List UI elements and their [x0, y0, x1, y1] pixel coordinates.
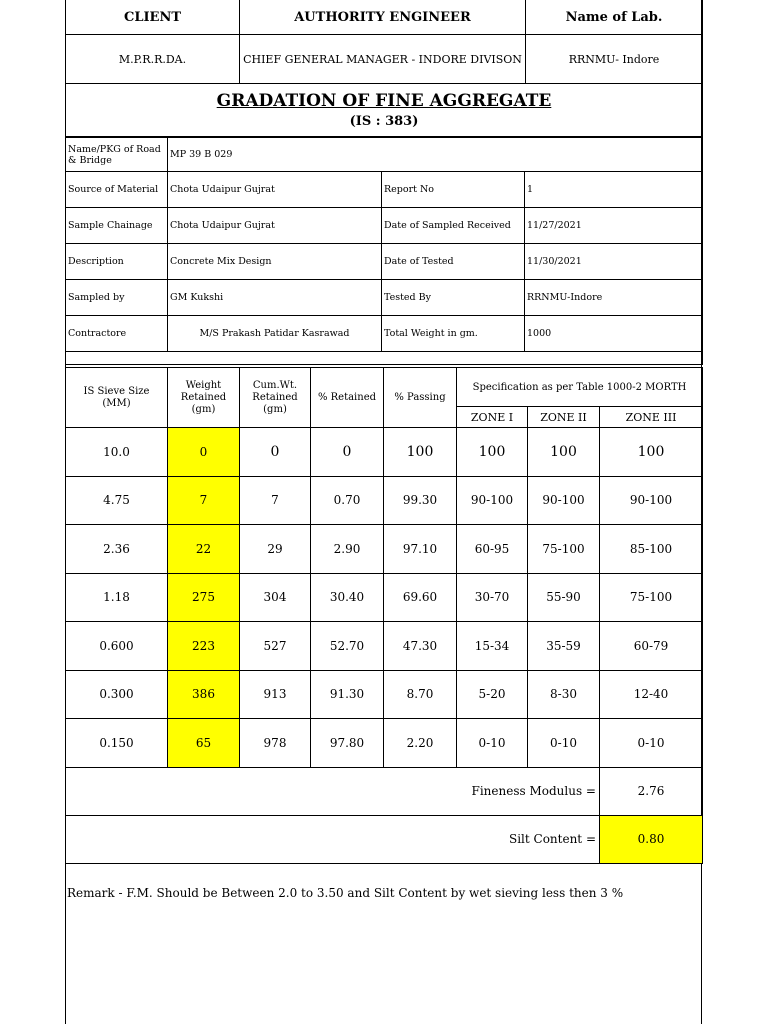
weight-cell: 22	[168, 525, 240, 574]
silt-value: 0.80	[600, 815, 703, 863]
spacer-row	[66, 352, 703, 365]
header-value-row	[66, 35, 703, 84]
table-row	[66, 622, 703, 671]
table-row	[66, 719, 703, 768]
sampled-by-label: Sampled by	[66, 280, 168, 316]
fineness-label: Fineness Modulus =	[66, 767, 600, 815]
table-row	[66, 428, 703, 477]
cum-cell: 304	[240, 573, 311, 622]
cum-cell: 913	[240, 670, 311, 719]
lab-value: RRNMU- Indore	[526, 35, 703, 84]
info-row-source	[66, 172, 703, 208]
weight-cell: 275	[168, 573, 240, 622]
description-label: Description	[66, 244, 168, 280]
source-value: Chota Udaipur Gujrat	[168, 172, 382, 208]
sieve-cell: 2.36	[66, 525, 168, 574]
received-label: Date of Sampled Received	[382, 208, 525, 244]
received-value: 11/27/2021	[525, 208, 703, 244]
name-value: MP 39 B 029	[168, 138, 703, 172]
zone1-cell: 60-95	[457, 525, 528, 574]
retained-cell: 52.70	[311, 622, 384, 671]
retained-cell: 91.30	[311, 670, 384, 719]
zone2-cell: 0-10	[528, 719, 600, 768]
passing-cell: 47.30	[384, 622, 457, 671]
chainage-label: Sample Chainage	[66, 208, 168, 244]
cum-cell: 7	[240, 476, 311, 525]
contractor-value: M/S Prakash Patidar Kasrawad	[168, 316, 382, 352]
passing-cell: 8.70	[384, 670, 457, 719]
zone2-cell: 90-100	[528, 476, 600, 525]
zone2-cell: 35-59	[528, 622, 600, 671]
zone3-cell: 60-79	[600, 622, 703, 671]
col-weight-header: Weight Retained (gm)	[168, 368, 240, 428]
zone2-cell: 100	[528, 428, 600, 477]
fineness-row	[66, 767, 703, 815]
sieve-table	[65, 367, 703, 864]
cum-cell: 978	[240, 719, 311, 768]
sieve-cell: 1.18	[66, 573, 168, 622]
zone2-cell: 75-100	[528, 525, 600, 574]
silt-row	[66, 815, 703, 863]
sieve-cell: 10.0	[66, 428, 168, 477]
zone2-header: ZONE II	[528, 407, 600, 428]
retained-cell: 30.40	[311, 573, 384, 622]
info-table	[65, 137, 703, 365]
zone1-cell: 30-70	[457, 573, 528, 622]
retained-cell: 0	[311, 428, 384, 477]
zone1-cell: 100	[457, 428, 528, 477]
report-subtitle: (IS : 383)	[349, 114, 419, 129]
tested-date-label: Date of Tested	[382, 244, 525, 280]
weight-cell: 0	[168, 428, 240, 477]
sieve-cell: 0.300	[66, 670, 168, 719]
zone1-header: ZONE I	[457, 407, 528, 428]
zone3-cell: 12-40	[600, 670, 703, 719]
table-row	[66, 525, 703, 574]
report-label: Report No	[382, 172, 525, 208]
col-sieve-header: IS Sieve Size (MM)	[66, 368, 168, 428]
zone1-cell: 90-100	[457, 476, 528, 525]
table-row	[66, 573, 703, 622]
client-value: M.P.R.R.DA.	[66, 35, 240, 84]
info-row-description	[66, 244, 703, 280]
spacer-cell	[66, 352, 703, 365]
spec-header: Specification as per Table 1000-2 MORTH	[457, 368, 703, 407]
authority-label: AUTHORITY ENGINEER	[240, 0, 526, 35]
sieve-cell: 4.75	[66, 476, 168, 525]
remark-text: Remark - F.M. Should be Between 2.0 to 3.50 and Silt Content by wet sieving less then 3 %	[67, 886, 624, 900]
col-cum-header: Cum.Wt. Retained (gm)	[240, 368, 311, 428]
table-row	[66, 670, 703, 719]
silt-label: Silt Content =	[66, 815, 600, 863]
header-table	[65, 0, 703, 137]
weight-cell: 65	[168, 719, 240, 768]
title-block	[66, 84, 703, 137]
description-value: Concrete Mix Design	[168, 244, 382, 280]
passing-cell: 100	[384, 428, 457, 477]
col-passing-header: % Passing	[384, 368, 457, 428]
authority-value: CHIEF GENERAL MANAGER - INDORE DIVISON	[240, 35, 526, 84]
tested-date-value: 11/30/2021	[525, 244, 703, 280]
table-header-row	[66, 368, 703, 407]
info-row-contractor	[66, 316, 703, 352]
passing-cell: 99.30	[384, 476, 457, 525]
cum-cell: 527	[240, 622, 311, 671]
cum-cell: 29	[240, 525, 311, 574]
sampled-by-value: GM Kukshi	[168, 280, 382, 316]
fineness-value: 2.76	[600, 767, 703, 815]
zone1-cell: 5-20	[457, 670, 528, 719]
chainage-value: Chota Udaipur Gujrat	[168, 208, 382, 244]
zone3-cell: 90-100	[600, 476, 703, 525]
zone2-cell: 8-30	[528, 670, 600, 719]
retained-cell: 97.80	[311, 719, 384, 768]
zone3-cell: 85-100	[600, 525, 703, 574]
weight-value: 1000	[525, 316, 703, 352]
sieve-cell: 0.600	[66, 622, 168, 671]
info-row-name	[66, 138, 703, 172]
passing-cell: 97.10	[384, 525, 457, 574]
weight-cell: 7	[168, 476, 240, 525]
weight-cell: 386	[168, 670, 240, 719]
client-label: CLIENT	[66, 0, 240, 35]
zone3-cell: 75-100	[600, 573, 703, 622]
name-label: Name/PKG of Road & Bridge	[66, 138, 168, 172]
report-title: GRADATION OF FINE AGGREGATE	[216, 91, 552, 111]
zone1-cell: 0-10	[457, 719, 528, 768]
retained-cell: 0.70	[311, 476, 384, 525]
header-label-row	[66, 0, 703, 35]
zone1-cell: 15-34	[457, 622, 528, 671]
col-retained-header: % Retained	[311, 368, 384, 428]
report-value: 1	[525, 172, 703, 208]
contractor-label: Contractore	[66, 316, 168, 352]
lab-label: Name of Lab.	[526, 0, 703, 35]
table-row	[66, 476, 703, 525]
info-row-sampled	[66, 280, 703, 316]
title-row	[66, 84, 703, 137]
zone2-cell: 55-90	[528, 573, 600, 622]
zone3-cell: 0-10	[600, 719, 703, 768]
weight-label: Total Weight in gm.	[382, 316, 525, 352]
cum-cell: 0	[240, 428, 311, 477]
retained-cell: 2.90	[311, 525, 384, 574]
tested-by-label: Tested By	[382, 280, 525, 316]
zone3-cell: 100	[600, 428, 703, 477]
source-label: Source of Material	[66, 172, 168, 208]
passing-cell: 69.60	[384, 573, 457, 622]
weight-cell: 223	[168, 622, 240, 671]
sieve-cell: 0.150	[66, 719, 168, 768]
tested-by-value: RRNMU-Indore	[525, 280, 703, 316]
info-row-chainage	[66, 208, 703, 244]
zone3-header: ZONE III	[600, 407, 703, 428]
passing-cell: 2.20	[384, 719, 457, 768]
